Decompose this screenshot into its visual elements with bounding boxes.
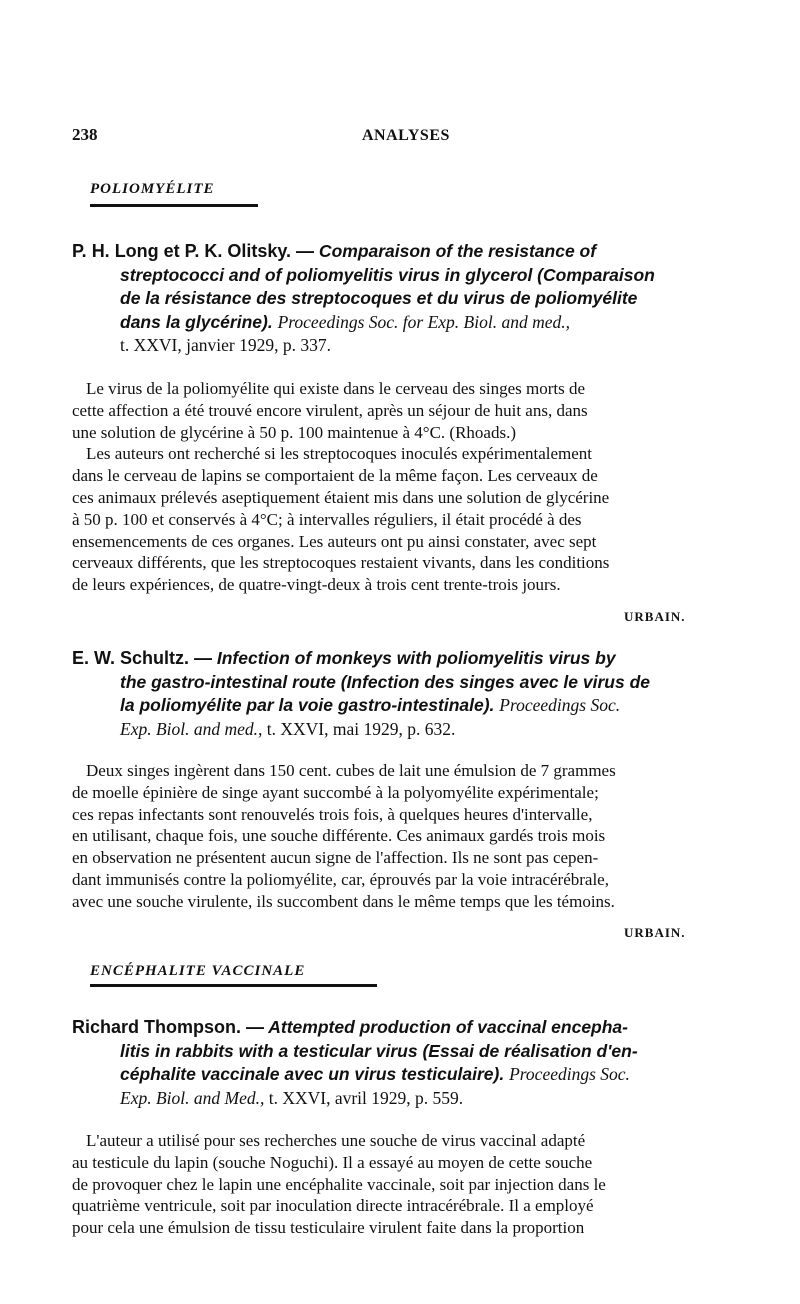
entry-title: Comparaison of the resistance of — [314, 241, 597, 261]
entry-source: Proceedings Soc. — [499, 695, 621, 715]
abstract-line: Deux singes ingèrent dans 150 cent. cubes de lait une émulsion de 7 grammes — [86, 761, 616, 780]
section-rule — [90, 204, 258, 207]
abstract-schultz — [72, 760, 740, 913]
abstract-line: une solution de glycérine à 50 p. 100 maintenue à 4°C. (Rhoads.) — [72, 422, 516, 442]
signature: URBAIN. — [624, 609, 686, 624]
entry-head-thompson — [72, 1016, 742, 1110]
abstract-line: en observation ne présentent aucun signe de l'affection. Ils ne sont pas cepen- — [72, 848, 599, 868]
entry-source: Exp. Biol. and med., — [120, 718, 263, 739]
entry-citation: t. XXVI, avril 1929, p. 559. — [268, 1087, 464, 1108]
abstract-line: ces animaux prélevés aseptiquement étaient mis dans une solution de glycérine — [72, 487, 610, 507]
entry-authors: P. H. Long et P. K. Olitsky. — — [72, 241, 315, 261]
page-number: 238 — [72, 125, 98, 144]
abstract-line: Le virus de la poliomyélite qui existe dans le cerveau des singes morts de — [86, 379, 586, 398]
abstract-line: de leurs expériences, de quatre-vingt-deux à trois cent trente-trois jours. — [72, 575, 561, 595]
abstract-thompson — [72, 1130, 740, 1239]
abstract-line: cette affection a été trouvé encore virulent, après un séjour de huit ans, dans — [72, 400, 588, 420]
abstract-long-olitsky — [72, 378, 740, 596]
abstract-line: dans le cerveau de lapins se comportaient de la même façon. Les cerveaux de — [72, 466, 598, 486]
section-rule — [90, 984, 377, 987]
abstract-line: de moelle épinière de singe ayant succombé à la polyomyélite expérimentale; — [72, 782, 599, 802]
entry-title: la poliomyélite par la voie gastro-intestinale). — [120, 695, 500, 715]
abstract-line: à 50 p. 100 et conservés à 4°C; à intervalles réguliers, il était procédé à des — [72, 509, 582, 529]
entry-authors: E. W. Schultz. — — [72, 648, 213, 668]
abstract-line: ensemencements de ces organes. Les auteurs ont pu ainsi constater, avec sept — [72, 531, 597, 551]
entry-title: the gastro-intestinal route (Infection des singes avec le virus de — [120, 671, 650, 692]
signature: URBAIN. — [624, 925, 686, 940]
running-title: ANALYSES — [362, 127, 450, 144]
entry-source: Exp. Biol. and Med., — [120, 1087, 265, 1108]
abstract-line: L'auteur a utilisé pour ses recherches une souche de virus vaccinal adapté — [86, 1131, 586, 1150]
abstract-line: dant immunisés contre la poliomyélite, car, éprouvés par la voie intracérébrale, — [72, 869, 609, 889]
entry-title: dans la glycérine). — [120, 311, 278, 332]
entry-head-schultz — [72, 647, 742, 741]
abstract-line: Les auteurs ont recherché si les streptocoques inoculés expérimentalement — [86, 444, 593, 464]
abstract-line: quatrième ventricule, soit par inoculation directe intracérébrale. Il a employé — [72, 1196, 594, 1216]
entry-citation: t. XXVI, janvier 1929, p. 337. — [120, 335, 331, 355]
abstract-line: cerveaux différents, que les streptocoques restaient vivants, dans les conditions — [72, 553, 610, 573]
entry-citation: t. XXVI, mai 1929, p. 632. — [266, 718, 456, 739]
entry-source: Proceedings Soc. for Exp. Biol. and med., — [277, 311, 570, 332]
abstract-line: au testicule du lapin (souche Noguchi). Il a essayé au moyen de cette souche — [72, 1152, 593, 1172]
abstract-line: avec une souche virulente, ils succombent dans le même temps que les témoins. — [72, 891, 615, 911]
entry-title: streptococci and of poliomyelitis virus in glycerol (Comparaison — [120, 264, 655, 285]
abstract-line: pour cela une émulsion de tissu testiculaire virulent faite dans la proportion — [72, 1218, 585, 1238]
abstract-line: de provoquer chez le lapin une encéphalite vaccinale, soit par injection dans le — [72, 1174, 606, 1194]
entry-title: de la résistance des streptocoques et du virus de poliomyélite — [120, 288, 638, 308]
entry-authors: Richard Thompson. — — [72, 1017, 265, 1037]
abstract-line: ces repas infectants sont renouvelés trois fois, à quelques heures d'intervalle, — [72, 804, 593, 824]
section-heading-encephalite: ENCÉPHALITE VACCINALE — [90, 963, 306, 979]
running-head — [72, 125, 728, 149]
entry-title: Infection of monkeys with poliomyelitis virus by — [212, 648, 616, 668]
entry-source: Proceedings Soc. — [509, 1064, 630, 1084]
abstract-line: en utilisant, chaque fois, une souche différente. Ces animaux gardés trois mois — [72, 826, 606, 846]
entry-title: Attempted production of vaccinal encepha- — [264, 1017, 628, 1037]
entry-title: céphalite vaccinale avec un virus testiculaire). — [120, 1064, 510, 1084]
entry-title: litis in rabbits with a testicular virus (Essai de réalisation d'en- — [120, 1040, 638, 1061]
entry-head-long-olitsky — [72, 240, 742, 358]
section-heading-poliomyelite: POLIOMYÉLITE — [90, 181, 215, 197]
